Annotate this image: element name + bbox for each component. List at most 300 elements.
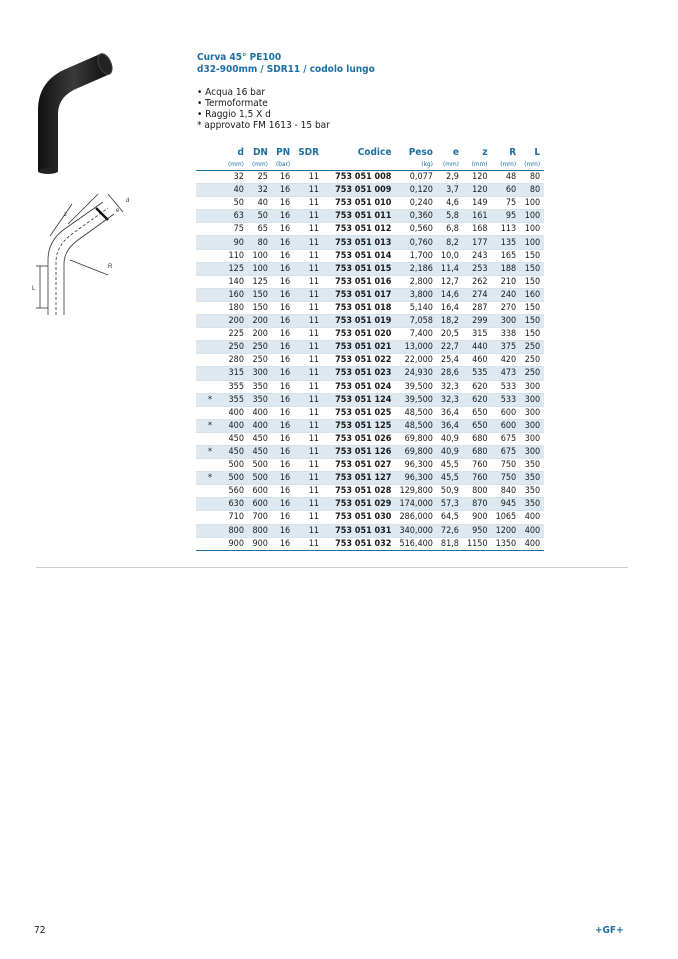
cell-e: 64,5: [437, 511, 463, 524]
cell-pn: 16: [272, 275, 294, 288]
cell-e: 50,9: [437, 485, 463, 498]
cell-z: 900: [463, 511, 492, 524]
cell-code: 753 051 024: [323, 380, 395, 393]
cell-d: 63: [224, 210, 248, 223]
cell-r: 95: [492, 210, 521, 223]
cell-z: 870: [463, 498, 492, 511]
cell-z: 253: [463, 262, 492, 275]
title-line-1: Curva 45° PE100: [197, 52, 282, 63]
cell-z: 168: [463, 223, 492, 236]
cell-peso: 129,800: [395, 485, 436, 498]
cell-d: 40: [224, 184, 248, 197]
cell-r: 338: [492, 328, 521, 341]
cell-pn: 16: [272, 498, 294, 511]
cell-d: 160: [224, 288, 248, 301]
cell-pn: 16: [272, 236, 294, 249]
cell-star: [196, 511, 224, 524]
feature-list: [197, 87, 330, 131]
cell-code: 753 051 012: [323, 223, 395, 236]
cell-r: 533: [492, 380, 521, 393]
cell-code: 753 051 021: [323, 341, 395, 354]
cell-sdr: 11: [294, 485, 323, 498]
cell-l: 300: [520, 380, 544, 393]
cell-sdr: 11: [294, 236, 323, 249]
cell-d: 250: [224, 341, 248, 354]
table-row: [196, 184, 544, 197]
cell-r: 473: [492, 367, 521, 380]
cell-r: 165: [492, 249, 521, 262]
cell-r: 600: [492, 419, 521, 432]
cell-star: [196, 354, 224, 367]
cell-code: 753 051 125: [323, 419, 395, 432]
cell-dn: 200: [248, 315, 272, 328]
cell-e: 8,2: [437, 236, 463, 249]
cell-r: 240: [492, 288, 521, 301]
cell-code: 753 051 029: [323, 498, 395, 511]
table-row: [196, 171, 544, 184]
cell-code: 753 051 023: [323, 367, 395, 380]
cell-sdr: 11: [294, 184, 323, 197]
cell-pn: 16: [272, 511, 294, 524]
cell-peso: 174,000: [395, 498, 436, 511]
cell-e: 40,9: [437, 432, 463, 445]
cell-star: *: [196, 472, 224, 485]
cell-pn: 16: [272, 171, 294, 184]
cell-dn: 32: [248, 184, 272, 197]
table-row: [196, 301, 544, 314]
cell-dn: 50: [248, 210, 272, 223]
cell-pn: 16: [272, 419, 294, 432]
cell-l: 150: [520, 315, 544, 328]
unit-l: (mm): [520, 158, 544, 171]
label-r: R: [108, 264, 113, 270]
cell-e: 28,6: [437, 367, 463, 380]
cell-sdr: 11: [294, 498, 323, 511]
cell-d: 110: [224, 249, 248, 262]
cell-z: 620: [463, 393, 492, 406]
cell-e: 4,6: [437, 197, 463, 210]
table-row: [196, 354, 544, 367]
label-z: z: [64, 212, 67, 218]
cell-peso: 0,760: [395, 236, 436, 249]
elbow-technical-drawing: [28, 180, 148, 320]
table-row: [196, 498, 544, 511]
cell-dn: 40: [248, 197, 272, 210]
cell-z: 262: [463, 275, 492, 288]
table-row: [196, 315, 544, 328]
feature-item: • Raggio 1,5 X d: [197, 109, 271, 120]
cell-z: 287: [463, 301, 492, 314]
cell-pn: 16: [272, 367, 294, 380]
cell-r: 188: [492, 262, 521, 275]
cell-pn: 16: [272, 406, 294, 419]
cell-d: 225: [224, 328, 248, 341]
cell-pn: 16: [272, 393, 294, 406]
cell-dn: 250: [248, 341, 272, 354]
cell-dn: 150: [248, 301, 272, 314]
cell-d: 355: [224, 380, 248, 393]
cell-l: 300: [520, 393, 544, 406]
cell-l: 300: [520, 445, 544, 458]
cell-z: 620: [463, 380, 492, 393]
cell-star: [196, 236, 224, 249]
cell-star: [196, 184, 224, 197]
cell-star: [196, 498, 224, 511]
cell-dn: 450: [248, 432, 272, 445]
cell-peso: 69,800: [395, 432, 436, 445]
cell-l: 400: [520, 524, 544, 537]
cell-l: 80: [520, 184, 544, 197]
cell-peso: 7,400: [395, 328, 436, 341]
cell-dn: 350: [248, 393, 272, 406]
cell-r: 945: [492, 498, 521, 511]
cell-e: 45,5: [437, 472, 463, 485]
cell-pn: 16: [272, 485, 294, 498]
cell-peso: 0,240: [395, 197, 436, 210]
cell-d: 315: [224, 367, 248, 380]
cell-e: 3,7: [437, 184, 463, 197]
cell-dn: 150: [248, 288, 272, 301]
table-row: [196, 341, 544, 354]
cell-dn: 400: [248, 406, 272, 419]
cell-code: 753 051 019: [323, 315, 395, 328]
table-row: [196, 472, 544, 485]
cell-star: *: [196, 445, 224, 458]
cell-e: 81,8: [437, 537, 463, 550]
cell-code: 753 051 127: [323, 472, 395, 485]
table-row: [196, 262, 544, 275]
cell-code: 753 051 025: [323, 406, 395, 419]
cell-l: 250: [520, 367, 544, 380]
cell-e: 14,6: [437, 288, 463, 301]
cell-code: 753 051 027: [323, 459, 395, 472]
cell-peso: 0,120: [395, 184, 436, 197]
cell-code: 753 051 032: [323, 537, 395, 550]
cell-d: 140: [224, 275, 248, 288]
cell-e: 36,4: [437, 419, 463, 432]
cell-pn: 16: [272, 459, 294, 472]
cell-pn: 16: [272, 432, 294, 445]
cell-pn: 16: [272, 249, 294, 262]
divider: [36, 567, 628, 568]
cell-r: 48: [492, 171, 521, 184]
elbow-pipe-photo: [30, 50, 120, 175]
cell-pn: 16: [272, 184, 294, 197]
cell-z: 120: [463, 184, 492, 197]
cell-e: 40,9: [437, 445, 463, 458]
table-row: [196, 393, 544, 406]
cell-peso: 39,500: [395, 380, 436, 393]
cell-pn: 16: [272, 341, 294, 354]
cell-r: 300: [492, 315, 521, 328]
cell-pn: 16: [272, 315, 294, 328]
cell-star: [196, 367, 224, 380]
cell-r: 1065: [492, 511, 521, 524]
cell-peso: 69,800: [395, 445, 436, 458]
cell-sdr: 11: [294, 472, 323, 485]
cell-sdr: 11: [294, 197, 323, 210]
cell-peso: 13,000: [395, 341, 436, 354]
cell-d: 710: [224, 511, 248, 524]
feature-item: • Acqua 16 bar: [197, 87, 266, 98]
cell-dn: 900: [248, 537, 272, 550]
cell-dn: 400: [248, 419, 272, 432]
cell-pn: 16: [272, 445, 294, 458]
cell-l: 150: [520, 275, 544, 288]
cell-e: 32,3: [437, 393, 463, 406]
cell-code: 753 051 009: [323, 184, 395, 197]
cell-e: 6,8: [437, 223, 463, 236]
feature-item: • Termoformate: [197, 98, 268, 109]
cell-d: 500: [224, 459, 248, 472]
cell-z: 680: [463, 445, 492, 458]
cell-dn: 125: [248, 275, 272, 288]
cell-peso: 48,500: [395, 419, 436, 432]
table-header-row: [196, 146, 544, 158]
cell-sdr: 11: [294, 445, 323, 458]
product-title: [197, 52, 375, 76]
cell-star: [196, 485, 224, 498]
cell-star: [196, 275, 224, 288]
cell-dn: 600: [248, 485, 272, 498]
cell-star: [196, 301, 224, 314]
cell-peso: 2,186: [395, 262, 436, 275]
cell-l: 350: [520, 498, 544, 511]
cell-r: 1200: [492, 524, 521, 537]
cell-sdr: 11: [294, 524, 323, 537]
cell-r: 113: [492, 223, 521, 236]
cell-d: 355: [224, 393, 248, 406]
label-l: L: [32, 286, 36, 292]
cell-z: 760: [463, 459, 492, 472]
cell-l: 100: [520, 236, 544, 249]
cell-z: 1150: [463, 537, 492, 550]
table-row: [196, 485, 544, 498]
cell-code: 753 051 031: [323, 524, 395, 537]
cell-e: 16,4: [437, 301, 463, 314]
cell-r: 1350: [492, 537, 521, 550]
cell-e: 10,0: [437, 249, 463, 262]
cell-pn: 16: [272, 288, 294, 301]
cell-pn: 16: [272, 328, 294, 341]
cell-pn: 16: [272, 223, 294, 236]
cell-sdr: 11: [294, 459, 323, 472]
cell-r: 600: [492, 406, 521, 419]
cell-star: [196, 406, 224, 419]
cell-sdr: 11: [294, 393, 323, 406]
cell-code: 753 051 014: [323, 249, 395, 262]
cell-l: 160: [520, 288, 544, 301]
cell-l: 150: [520, 328, 544, 341]
cell-code: 753 051 010: [323, 197, 395, 210]
cell-l: 150: [520, 301, 544, 314]
cell-peso: 2,800: [395, 275, 436, 288]
cell-dn: 500: [248, 472, 272, 485]
dimensions-table: [196, 146, 544, 551]
cell-z: 149: [463, 197, 492, 210]
cell-sdr: 11: [294, 328, 323, 341]
cell-l: 350: [520, 485, 544, 498]
table-row: [196, 275, 544, 288]
cell-peso: 39,500: [395, 393, 436, 406]
cell-l: 300: [520, 419, 544, 432]
cell-l: 300: [520, 406, 544, 419]
cell-dn: 450: [248, 445, 272, 458]
cell-sdr: 11: [294, 275, 323, 288]
col-pn: PN: [276, 146, 291, 158]
cell-d: 630: [224, 498, 248, 511]
cell-pn: 16: [272, 262, 294, 275]
cell-r: 210: [492, 275, 521, 288]
cell-dn: 250: [248, 354, 272, 367]
cell-code: 753 051 126: [323, 445, 395, 458]
cell-r: 750: [492, 472, 521, 485]
cell-d: 125: [224, 262, 248, 275]
cell-z: 177: [463, 236, 492, 249]
table-row: [196, 367, 544, 380]
cell-code: 753 051 026: [323, 432, 395, 445]
col-codice: Codice: [357, 146, 392, 158]
cell-star: [196, 262, 224, 275]
cell-l: 350: [520, 459, 544, 472]
cell-peso: 96,300: [395, 472, 436, 485]
unit-e: (mm): [437, 158, 463, 171]
cell-peso: 340,000: [395, 524, 436, 537]
table-units-row: [196, 158, 544, 171]
cell-peso: 0,560: [395, 223, 436, 236]
cell-l: 150: [520, 262, 544, 275]
col-z: z: [482, 146, 488, 158]
label-e: e: [116, 208, 120, 214]
cell-z: 315: [463, 328, 492, 341]
cell-code: 753 051 016: [323, 275, 395, 288]
cell-pn: 16: [272, 524, 294, 537]
table-row: [196, 511, 544, 524]
cell-peso: 24,930: [395, 367, 436, 380]
table-row: [196, 432, 544, 445]
cell-e: 12,7: [437, 275, 463, 288]
col-sdr: SDR: [298, 146, 320, 158]
cell-code: 753 051 013: [323, 236, 395, 249]
cell-r: 750: [492, 459, 521, 472]
cell-r: 533: [492, 393, 521, 406]
cell-r: 840: [492, 485, 521, 498]
cell-code: 753 051 011: [323, 210, 395, 223]
cell-dn: 700: [248, 511, 272, 524]
cell-peso: 22,000: [395, 354, 436, 367]
cell-sdr: 11: [294, 419, 323, 432]
cell-sdr: 11: [294, 315, 323, 328]
cell-d: 32: [224, 171, 248, 184]
col-d: d: [237, 146, 244, 158]
cell-star: [196, 328, 224, 341]
cell-peso: 0,360: [395, 210, 436, 223]
cell-d: 560: [224, 485, 248, 498]
cell-star: [196, 524, 224, 537]
cell-z: 800: [463, 485, 492, 498]
table-row: [196, 459, 544, 472]
cell-sdr: 11: [294, 380, 323, 393]
cell-e: 18,2: [437, 315, 463, 328]
cell-l: 100: [520, 197, 544, 210]
table-row: [196, 537, 544, 550]
cell-pn: 16: [272, 301, 294, 314]
cell-e: 45,5: [437, 459, 463, 472]
cell-d: 280: [224, 354, 248, 367]
cell-sdr: 11: [294, 511, 323, 524]
unit-z: (mm): [463, 158, 492, 171]
cell-code: 753 051 020: [323, 328, 395, 341]
cell-dn: 350: [248, 380, 272, 393]
table-row: [196, 249, 544, 262]
cell-dn: 800: [248, 524, 272, 537]
unit-peso: (kg): [395, 158, 436, 171]
cell-star: [196, 380, 224, 393]
cell-dn: 600: [248, 498, 272, 511]
feature-item: * approvato FM 1613 - 15 bar: [197, 120, 330, 131]
cell-star: *: [196, 393, 224, 406]
cell-peso: 1,700: [395, 249, 436, 262]
cell-r: 60: [492, 184, 521, 197]
cell-dn: 200: [248, 328, 272, 341]
cell-code: 753 051 018: [323, 301, 395, 314]
cell-peso: 286,000: [395, 511, 436, 524]
cell-code: 753 051 028: [323, 485, 395, 498]
cell-dn: 500: [248, 459, 272, 472]
cell-l: 300: [520, 432, 544, 445]
table-row: [196, 406, 544, 419]
cell-d: 800: [224, 524, 248, 537]
col-l: L: [534, 146, 541, 158]
cell-pn: 16: [272, 380, 294, 393]
cell-l: 80: [520, 171, 544, 184]
cell-r: 675: [492, 432, 521, 445]
cell-pn: 16: [272, 472, 294, 485]
table-row: [196, 210, 544, 223]
cell-r: 375: [492, 341, 521, 354]
cell-sdr: 11: [294, 210, 323, 223]
cell-z: 650: [463, 406, 492, 419]
cell-sdr: 11: [294, 249, 323, 262]
cell-dn: 25: [248, 171, 272, 184]
cell-z: 760: [463, 472, 492, 485]
table-row: [196, 524, 544, 537]
cell-sdr: 11: [294, 354, 323, 367]
cell-code: 753 051 124: [323, 393, 395, 406]
cell-peso: 0,077: [395, 171, 436, 184]
unit-r: (mm): [492, 158, 521, 171]
table-row: [196, 380, 544, 393]
col-dn: DN: [252, 146, 268, 158]
cell-z: 274: [463, 288, 492, 301]
cell-pn: 16: [272, 197, 294, 210]
cell-l: 100: [520, 210, 544, 223]
cell-r: 420: [492, 354, 521, 367]
cell-sdr: 11: [294, 262, 323, 275]
cell-pn: 16: [272, 537, 294, 550]
cell-sdr: 11: [294, 301, 323, 314]
table-row: [196, 223, 544, 236]
cell-star: [196, 459, 224, 472]
cell-e: 2,9: [437, 171, 463, 184]
cell-sdr: 11: [294, 223, 323, 236]
table-row: [196, 419, 544, 432]
cell-dn: 300: [248, 367, 272, 380]
cell-z: 460: [463, 354, 492, 367]
cell-z: 440: [463, 341, 492, 354]
cell-e: 72,6: [437, 524, 463, 537]
cell-e: 32,3: [437, 380, 463, 393]
